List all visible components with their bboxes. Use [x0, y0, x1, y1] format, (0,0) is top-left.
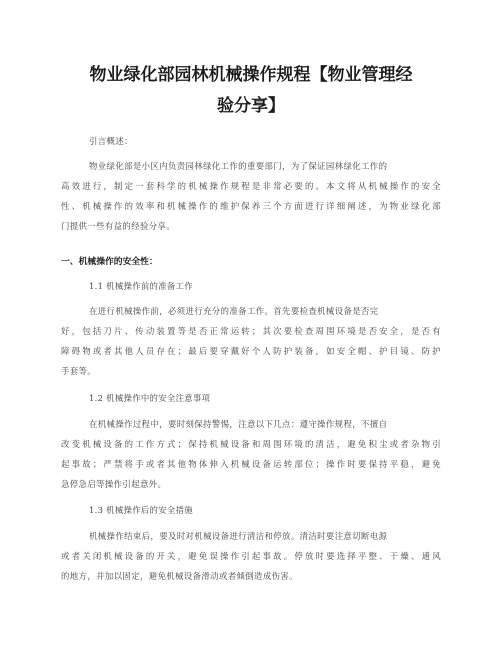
- paragraph-line: 起事故；严禁将手或者其他物体伸入机械设备运转部位；操作时要保持平稳，避免: [61, 459, 441, 469]
- intro-line: 门提供一些有益的经验分享。: [61, 221, 176, 231]
- paragraph-line: 手套等。: [61, 366, 97, 376]
- subsection-heading: 1.2 机械操作中的安全注意事项: [89, 393, 211, 403]
- paragraph-line: 的地方，并加以固定，避免机械设备滑动或者倾倒造成伤害。: [61, 571, 298, 581]
- paragraph-line: 机械操作结束后，要及时对机械设备进行清洁和停放。清洁时要注意切断电源: [89, 531, 388, 541]
- paragraph-line: 在机械操作过程中，要时刻保持警惕，注意以下几点：遵守操作规程，不擅自: [89, 419, 388, 429]
- subsection-heading: 1.1 机械操作前的准备工作: [89, 281, 193, 291]
- paragraph-line: 改变机械设备的工作方式；保持机械设备和周围环境的清洁，避免积尘或者杂物引: [61, 439, 441, 449]
- intro-line: 物业绿化部是小区内负责园林绿化工作的重要部门，为了保证园林绿化工作的: [89, 161, 388, 171]
- intro-line: 高效进行，制定一套科学的机械操作规程是非常必要的。本文将从机械操作的安全: [61, 181, 441, 191]
- document-title-line-1: 物业绿化部园林机械操作规程【物业管理经: [89, 65, 413, 85]
- paragraph-line: 好，包括刀片、传动装置等是否正常运转；其次要检查周围环境是否安全，是否有: [61, 326, 441, 336]
- section-heading: 一、机械操作的安全性：: [61, 257, 158, 267]
- paragraph-line: 在进行机械操作前，必须进行充分的准备工作。首先要检查机械设备是否完: [89, 306, 379, 316]
- subsection-heading: 1.3 机械操作后的安全措施: [89, 505, 193, 515]
- document-title-line-2: 验分享】: [217, 96, 285, 116]
- paragraph-line: 障碍物或者其他人员存在；最后要穿戴好个人防护装备，如安全帽、护目镜、防护: [61, 346, 441, 356]
- intro-label: 引言概述：: [89, 136, 133, 146]
- paragraph-line: 急停急启等操作引起意外。: [61, 479, 167, 489]
- intro-line: 性、机械操作的效率和机械操作的维护保养三个方面进行详细阐述，为物业绿化部: [61, 201, 441, 211]
- paragraph-line: 或者关闭机械设备的开关，避免误操作引起事故。停放时要选择平整、干燥、通风: [61, 551, 441, 561]
